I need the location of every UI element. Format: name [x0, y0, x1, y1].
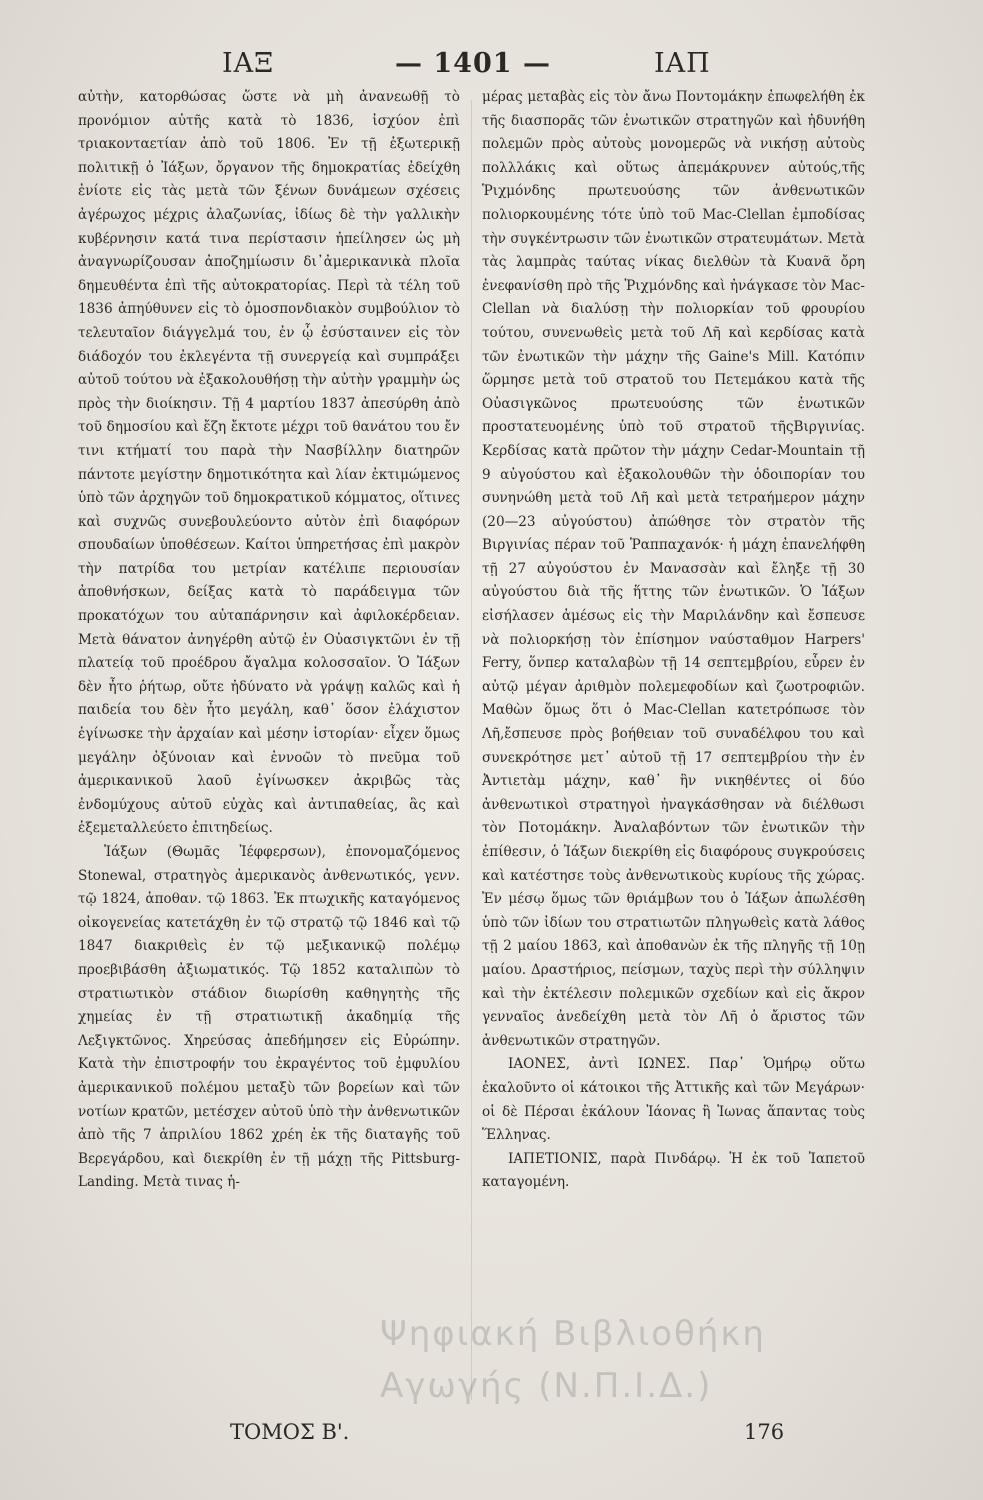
signature-number: 176: [744, 1420, 785, 1444]
right-column: [482, 86, 865, 1195]
watermark-line-2: Αγωγής (Ν.Π.Ι.Δ.): [380, 1366, 713, 1406]
volume-label: ΤΟΜΟΣ Β'.: [230, 1420, 350, 1444]
left-paragraph-2-entry: Ἰάξων (Θωμᾶς Ἰέφφερσων), ἐπονομαζόμενος Stonewal, στρατηγὸς ἀμερικανὸς ἀνθενωτικός, γενν. τῷ 1824, ἀποθαν. τῷ 1863. Ἐκ πτωχικῆς καταγόμενος οἰκογενείας κατετάχθη ἐν τῷ στρατῷ τῷ 1846 καὶ τῷ 1847 διακριθεὶς ἐν τῷ μεξικανικῷ πολέμῳ προεβιβάσθη ἀξιωματικός. Τῷ 1852 καταλιπὼν τὸ στρατιωτικὸν στάδιον διωρίσθη καθηγητὴς τῆς χημείας ἐν τῇ στρατιωτικῇ ἀκαδημίᾳ τῆς Λεξιγκτῶνος. Χηρεύσας ἀπεδήμησεν εἰς Εὐρώπην. Κατὰ τὴν ἐπιστροφήν του ἐκραγέντος τοῦ ἐμφυλίου ἀμερικανικοῦ πολέμου μεταξὺ τῶν βορείων καὶ τῶν νοτίων κρατῶν, μετέσχεν αὐτοῦ ὑπὸ τὴν ἀνθενωτικῶν ἀπὸ τῆς 7 ἀπριλίου 1862 χρέη ἐκ τῆς διαταγῆς τοῦ Βερεγάρδου, καὶ διεκρίθη ἐν τῇ μάχῃ τῆς Pittsburg-Landing. Μετὰ τινας ἡ-: [78, 844, 460, 1191]
page-footer: [0, 1420, 983, 1456]
left-paragraph-1: αὐτὴν, κατορθώσας ὥστε νὰ μὴ ἀνανεωθῇ τὸ προνόμιον αὐτῆς κατὰ τὸ 1836, ἰσχύον ἐπὶ τριακονταετίαν ἀπὸ τοῦ 1806. Ἐν τῇ ἐξωτερικῇ πολιτικῇ ὁ Ἰάξων, ὄργανον τῆς δημοκρατίας ἐδείχθη ἐνίοτε εἰς τὰς μετὰ τῶν ξένων δυνάμεων σχέσεις ἀγέρωχος μέχρις ἀλαζωνίας, ἰδίως δὲ τὴν γαλλικὴν κυβέρνησιν κατά τινα περίστασιν ἠπείλησεν ὡς μὴ ἀναγνωρίζουσαν ἀποζημίωσιν δι᾽ἀμερικανικὰ πλοῖα δημευθέντα ἐπὶ τῆς αὐτοκρατορίας. Περὶ τὰ τέλη τοῦ 1836 ἀπηύθυνεν εἰς τὸ ὁμοσπονδιακὸν συμβούλιον τὸ τελευταῖον διάγγελμά του, ἐν ᾧ ἐσύσταινεν εἰς τὸν διάδοχόν του ἐκλεγέντα τῇ συνεργείᾳ καὶ συμπράξει αὐτοῦ τούτου νὰ ἐξακολουθήσῃ τὴν αὐτὴν γραμμὴν ὡς πρὸς τὴν διοίκησιν. Τῇ 4 μαρτίου 1837 ἀπεσύρθη ἀπὸ τοῦ δημοσίου καὶ ἔζη ἔκτοτε μέχρι τοῦ θανάτου του ἔν τινι κτήματί του παρὰ τὴν Νασβίλλην διατηρῶν πάντοτε μεγίστην δημοτικότητα καὶ λίαν ἐκτιμώμενος ὑπὸ τῶν ἀρχηγῶν τοῦ δημοκρατικοῦ κόμματος, οἵτινες καὶ συχνῶς συνεβουλεύοντο αὐτὸν ἐπὶ διαφόρων σπουδαίων ὑποθέσεων. Καίτοι ὑπηρετήσας ἐπὶ μακρὸν τὴν πατρίδα του μετρίαν κατέλιπε περιουσίαν ἀποθνήσκων, δείξας κατὰ τὸ παράδειγμα τῶν προκατόχων του αὐταπάρνησιν καὶ ἀφιλοκέρδειαν. Μετὰ θάνατον ἀνηγέρθη αὐτῷ ἐν Οὐασιγκτῶνι ἐν τῇ πλατείᾳ τοῦ προέδρου ἄγαλμα κολοσσαῖον. Ὁ Ἰάξων δὲν ἦτο ῥήτωρ, οὔτε ἠδύνατο νὰ γράψῃ καλῶς καὶ ἡ παιδεία του δὲν ἦτο μεγάλη, καθ᾽ ὅσον ἐλάχιστον ἐγίνωσκε τὴν ἀρχαίαν καὶ μέσην ἱστορίαν· εἶχεν ὅμως μεγάλην ὀξύνοιαν καὶ ἐννοῶν τὸ πνεῦμα τοῦ ἀμερικανικοῦ λαοῦ ἐγίνωσκεν ἀκριβῶς τὰς ἐνδομύχους αὐτοῦ εὐχὰς καὶ ἀντιπαθείας, ἃς καὶ ἐξεμεταλλεύετο ἐπιτηδείως.: [78, 89, 460, 837]
page-header: [0, 48, 983, 88]
library-watermark: [380, 1308, 880, 1412]
right-entry-iaones: ΙΑΟΝΕΣ, ἀντὶ ΙΩΝΕΣ. Παρ᾽ Ὁμήρῳ οὕτω ἐκαλοῦντο οἱ κάτοικοι τῆς Ἀττικῆς καὶ τῶν Μεγάρων· οἱ δὲ Πέρσαι ἐκάλουν Ἰάονας ἢ Ἰωνας ἅπαντας τοὺς Ἕλληνας.: [482, 1056, 865, 1144]
header-left-guideword: ΙΑΞ: [222, 48, 275, 79]
right-entry-iapetionis: ΙΑΠΕΤΙΟΝΙΣ, παρὰ Πινδάρῳ. Ἡ ἐκ τοῦ Ἰαπετοῦ καταγομένη.: [482, 1150, 865, 1191]
column-divider: [471, 100, 472, 1400]
right-paragraph-1: μέρας μεταβὰς εἰς τὸν ἄνω Ποντομάκην ἐπωφελήθη ἐκ τῆς διασπορᾶς τῶν ἐνωτικῶν στρατηγῶν καὶ ἠδυνήθη πολεμῶν πρὸς αὐτοὺς μονομερῶς νὰ νικήσῃ αὐτοὺς πολλλάκις καὶ οὕτως ἀπεμάκρυνεν αὐτούς,τῆς Ῥιχμόνδης πρωτευούσης τῶν ἀνθενωτικῶν πολιορκουμένης τότε ὑπὸ τοῦ Mac-Clellan ἐμποδίσας τὴν συγκέντρωσιν τῶν ἐνωτικῶν στρατευμάτων. Μετὰ τὰς λαμπρὰς ταύτας νίκας διελθὼν τὰ Κυανᾶ ὄρη ἐνεφανίσθη πρὸ τῆς Ῥιχμόνδης καὶ ἠνάγκασε τὸν Mac-Clellan νὰ διαλύσῃ τὴν πολιορκίαν τοῦ φρουρίου τούτου, συνενωθεὶς μετὰ τοῦ Λῆ καὶ κερδίσας κατὰ τῶν ἐνωτικῶν τὴν μάχην τῆς Gaine's Mill. Κατόπιν ὥρμησε μετὰ τοῦ στρατοῦ του Πετεμάκου κατὰ τῆς Οὐασιγκῶνος πρωτευούσης τῶν ἐνωτικῶν προστατευομένης ὑπὸ τοῦ στρατοῦ τῆςΒιργινίας. Κερδίσας κατὰ πρῶτον τὴν μάχην Cedar-Mountain τῇ 9 αὐγούστου καὶ ἐξακολουθῶν τὴν ὁδοιπορίαν του συνηνώθη μετὰ τοῦ Λῆ καὶ μετὰ τετραήμερον μάχην (20—23 αὐγούστου) ἀπώθησε τὸν στρατὸν τῆς Βιργινίας πέραν τοῦ Ῥαππαχανόκ· ἡ μάχη ἐπανελήφθη τῇ 27 αὐγούστου ἐν Μανασσὰν καὶ ἔληξε τῇ 30 αὐγούστου διὰ τῆς ἥττης τῶν ἐνωτικῶν. Ὁ Ἰάξων εἰσήλασεν ἀμέσως εἰς τὴν Μαριλάνδην καὶ ἔσπευσε νὰ πολιορκήσῃ τὸν ἐπίσημον ναύσταθμον Harpers' Ferry, ὅνπερ καταλαβὼν τῇ 14 σεπτεμβρίου, εὗρεν ἐν αὐτῷ μέγαν ἀριθμὸν πολεμεφοδίων καὶ ζωοτροφιῶν. Μαθὼν ὅμως ὅτι ὁ Mac-Clellan κατετρόπωσε τὸν Λῆ,ἔσπευσε πρὸς βοήθειαν τοῦ συναδέλφου του καὶ συνεκρότησε μετ᾽ αὐτοῦ τῇ 17 σεπτεμβρίου τὴν ἐν Ἀντιετὰμ μάχην, καθ᾽ ἣν νικηθέντες οἱ δύο ἀνθενωτικοὶ στρατηγοὶ ἠναγκάσθησαν νὰ διέλθωσι τὸν Ποτομάκην. Ἀναλαβόντων τῶν ἐνωτικῶν τὴν ἐπίθεσιν, ὁ Ἰάξων διεκρίθη εἰς διαφόρους συγκρούσεις καὶ κατέστησε τοὺς ἀνθενωτικοὺς κυρίους τῆς χώρας. Ἐν μέσῳ ὅμως τῶν θριάμβων του ὁ Ἰάξων ἀπωλέσθη ὑπὸ τῶν ἰδίων του στρατιωτῶν πληγωθεὶς κατὰ λάθος τῇ 2 μαίου 1863, καὶ ἀποθανὼν ἐκ τῆς πληγῆς τῇ 10ῃ μαίου. Δραστήριος, πείσμων, ταχὺς περὶ τὴν σύλληψιν καὶ τὴν ἐκτέλεσιν πολεμικῶν σχεδίων καὶ εἰς ἄκρον γενναῖος ἀνεδείχθη μετὰ τὸν Λῆ ὁ ἄριστος τῶν ἀνθενωτικῶν στρατηγῶν.: [482, 89, 865, 1049]
header-column-number: — 1401 —: [395, 48, 551, 79]
left-column: [78, 86, 460, 1195]
header-right-guideword: ΙΑΠ: [654, 48, 711, 79]
watermark-line-1: Ψηφιακή Βιβλιοθήκη: [380, 1314, 766, 1354]
